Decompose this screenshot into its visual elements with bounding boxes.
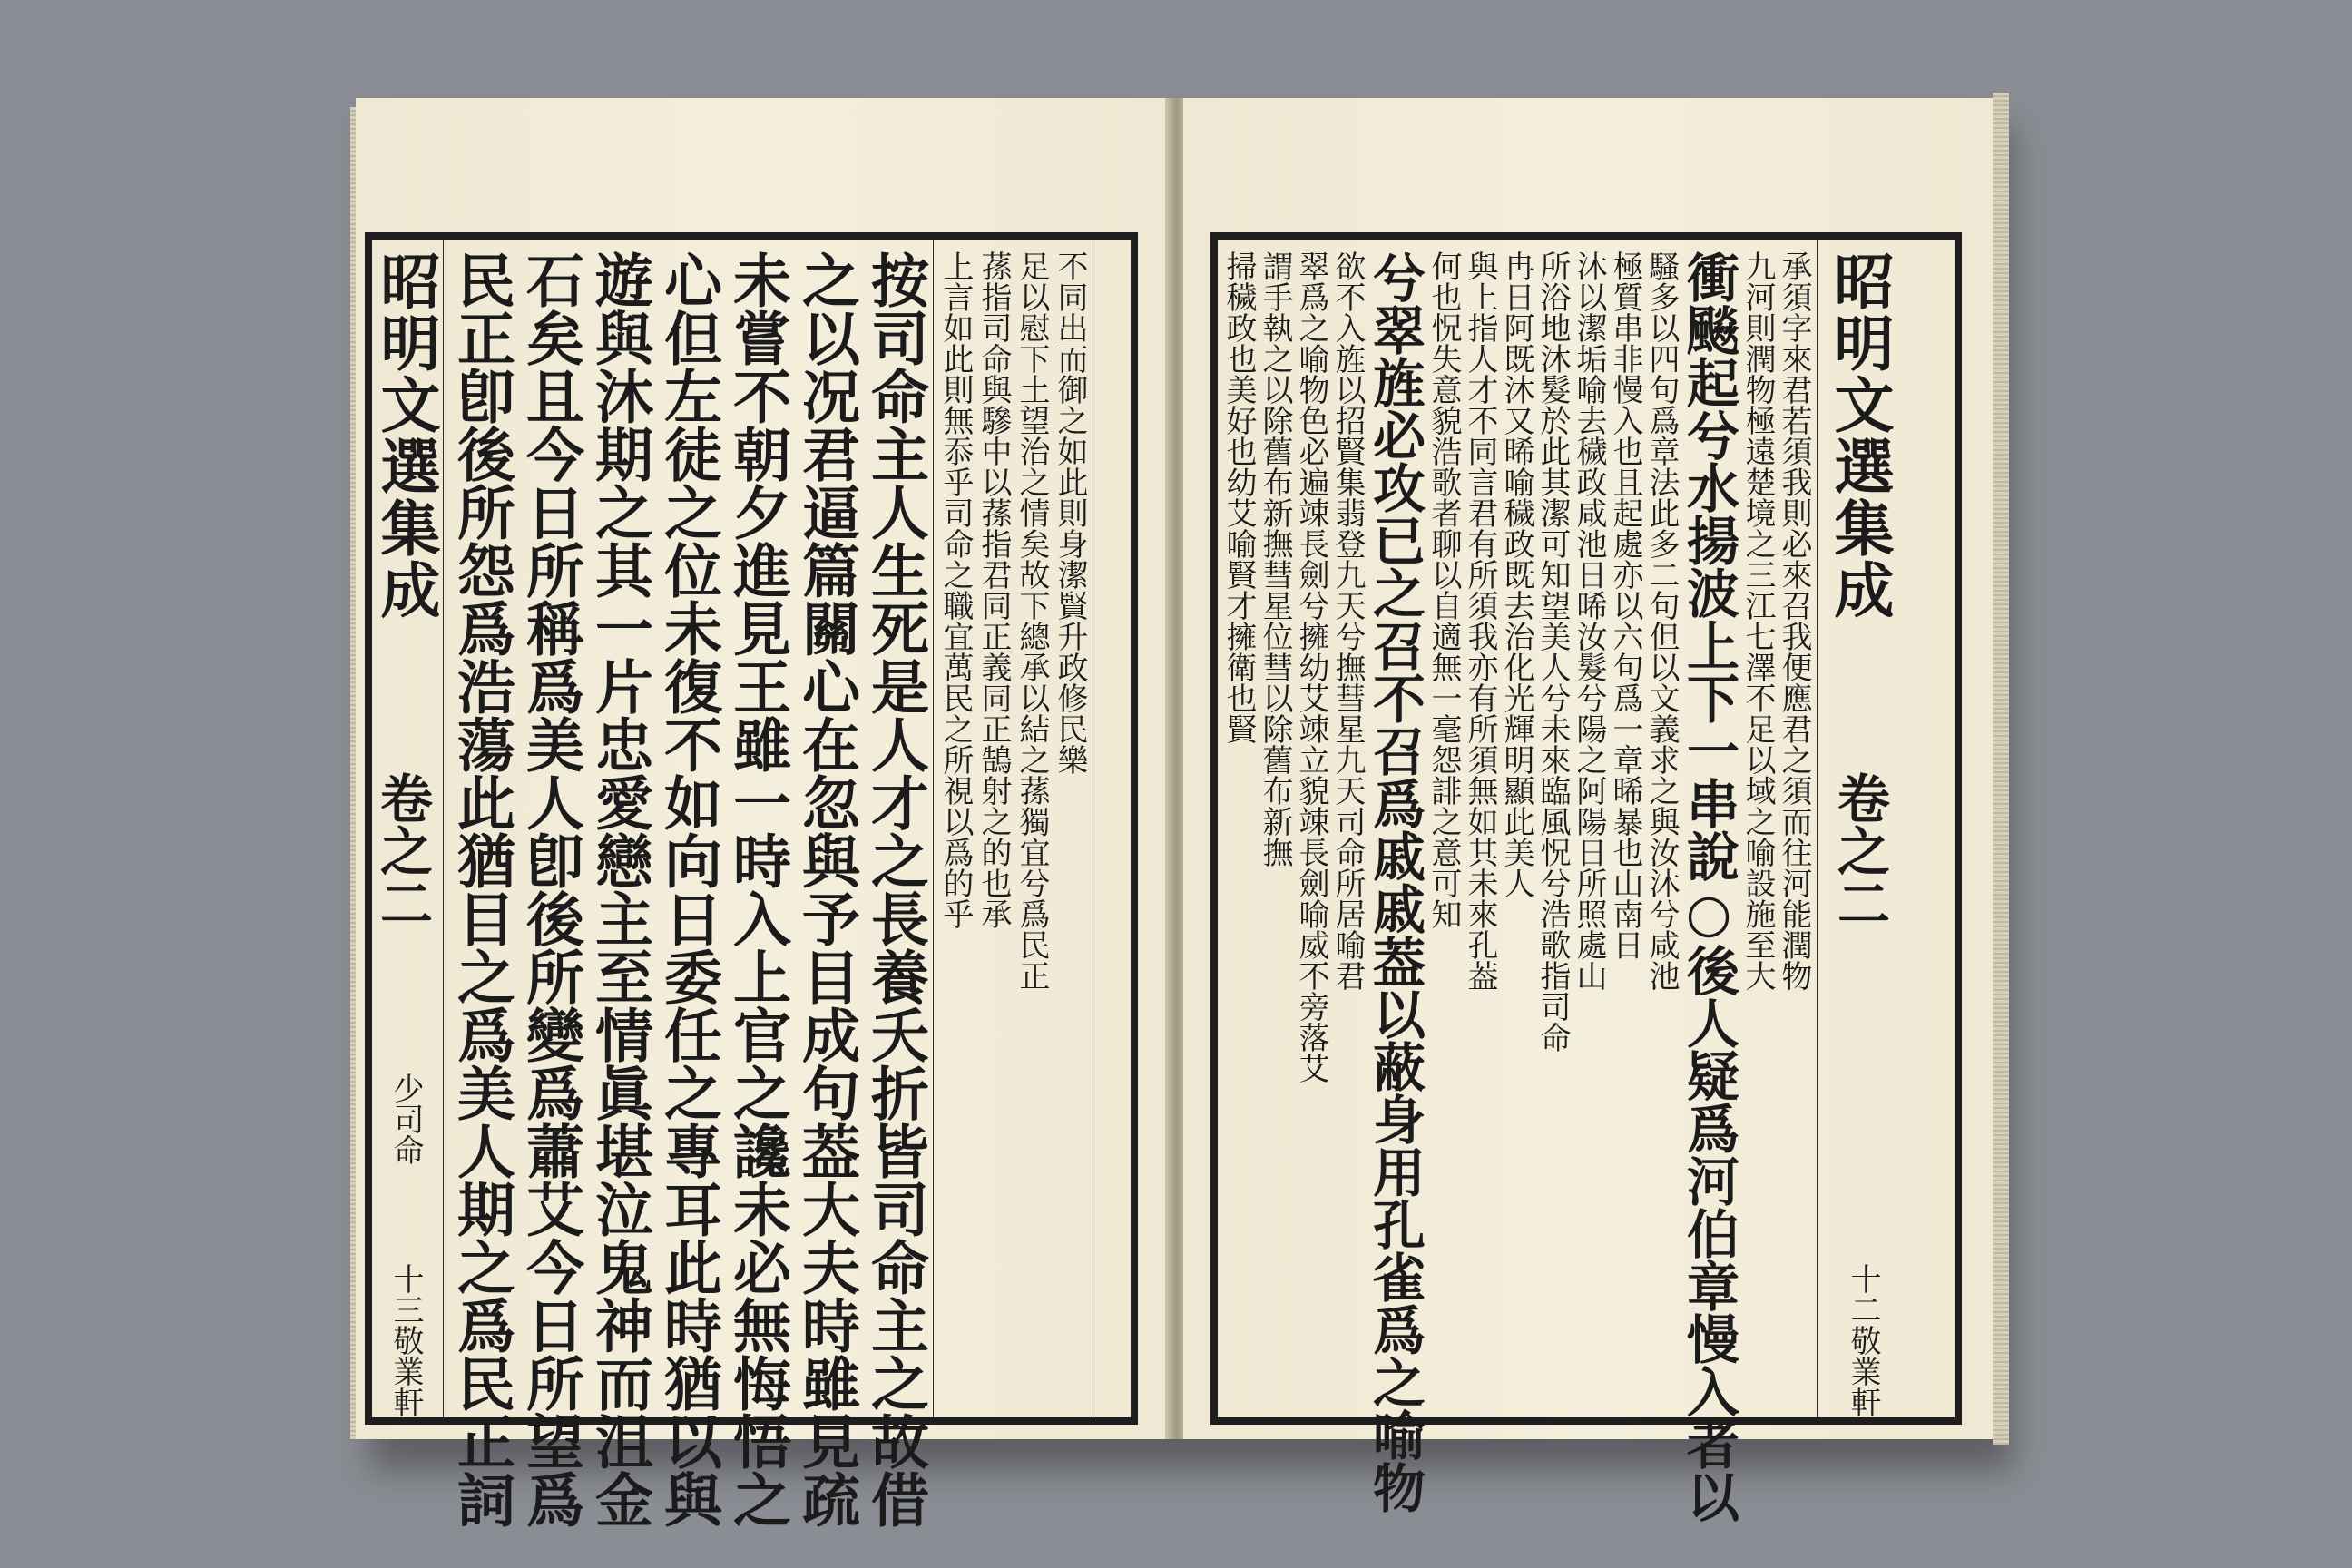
right-publisher: 敬業軒 xyxy=(1845,1325,1881,1417)
right-folio: 十二 xyxy=(1845,1263,1881,1325)
left-publisher: 敬業軒 xyxy=(387,1325,424,1417)
left-folio: 十三 xyxy=(387,1263,424,1325)
open-book xyxy=(356,98,2000,1528)
left-text-column: 民正卽後所怨爲浩蕩此猶目之爲美人期之爲民正詞 xyxy=(447,250,515,1528)
left-page-frame xyxy=(365,232,1138,1528)
right-text-column: 掃穢政也美好也幼艾喻賢才擁衛也賢 xyxy=(1220,250,1257,744)
left-text-column: 足以慰下土望治之情矣故下總承以結之蓀獨宜兮爲民正 xyxy=(1014,250,1050,991)
right-text-column: 九河則潤物極遠楚境之三江七澤不足以域之喻設施至大 xyxy=(1740,250,1776,991)
right-text-column: 沐以潔垢喻去穢政咸池日晞汝髮兮陽之阿陽日所照處山 xyxy=(1571,250,1607,991)
right-page-frame xyxy=(1210,232,1962,1523)
right-page xyxy=(1183,98,2000,1523)
left-title-rule xyxy=(443,238,444,1419)
right-chapter-label: 卷之二 xyxy=(1828,771,1890,929)
right-text-column: 兮翠旌必攻已之召不召爲戚戚葢以蔽身用孔雀爲之喻物 xyxy=(1364,250,1426,1514)
right-text-column: 騷多以四句爲章法此多二句但以文義求之與汝沐兮咸池 xyxy=(1643,250,1680,991)
left-text-column: 不同出而御之如此則身潔賢升政修民樂 xyxy=(1052,250,1088,775)
right-title-column: 昭明文選集成 xyxy=(1824,250,1895,621)
right-page-edges xyxy=(1993,93,2009,1445)
left-text-column: 未嘗不朝夕進見王雖一時入上官之讒未必無悔悟之 xyxy=(723,250,791,1528)
right-text-column: 冉日阿既沐又晞喻穢政既去治化光輝明顯此美人 xyxy=(1498,250,1534,898)
left-column-rule xyxy=(933,238,934,1419)
left-text-column: 遊與沐期之其一片忠愛戀主至情眞堪泣鬼神而沮金 xyxy=(585,250,653,1528)
left-text-column: 石矣且今日所稱爲美人卽後所變爲蕭艾今日所望爲 xyxy=(516,250,584,1528)
right-text-column: 極質串非慢入也且起處亦以六句爲一章晞暴也山南日 xyxy=(1607,250,1643,960)
left-text-column: 蓀指司命與驂中以蓀指君同正義同正鵠射之的也承 xyxy=(975,250,1012,929)
right-text-column: 衝飈起兮水揚波上下一串說○後人疑爲河伯章慢入者以 xyxy=(1678,250,1740,1523)
right-text-column: 與上指人才不同言君有所須我亦有所須無如其未來孔葢 xyxy=(1462,250,1498,991)
right-text-column: 所浴地沐髮於此其潔可知望美人兮未來臨風怳兮浩歌指司命 xyxy=(1534,250,1571,1053)
right-column-rule xyxy=(1817,238,1818,1419)
left-chapter-label: 卷之二 xyxy=(371,771,433,929)
left-text-column: 按司命主人生死是人才之長養夭折皆司命主之故借 xyxy=(861,250,929,1528)
left-page xyxy=(356,98,1171,1528)
right-text-column: 翠爲之喻物色必遍竦長劍兮擁幼艾竦立貌竦長劍喻威不旁落艾 xyxy=(1293,250,1329,1083)
left-text-column: 上言如此則無忝乎司命之職宜萬民之所視以爲的乎 xyxy=(937,250,974,929)
right-text-column: 承須字來君若須我則必來召我便應君之須而往河能潤物 xyxy=(1776,250,1812,991)
right-text-column: 謂手執之以除舊布新撫彗星位彗以除舊布新撫 xyxy=(1257,250,1293,867)
left-title-column: 昭明文選集成 xyxy=(370,250,441,621)
left-text-column: 心但左徒之位未復不如向日委任之專耳此時猶以與 xyxy=(654,250,722,1528)
left-section-label: 少司命 xyxy=(387,1073,424,1165)
left-text-column: 之以况君逼篇關心在忽與予目成句葢大夫時雖見疏 xyxy=(792,250,860,1528)
right-text-column: 欲不入旌以招賢集翡登九天兮撫彗星九天司命所居喻君 xyxy=(1329,250,1366,991)
right-text-column: 何也怳失意貌浩歌者聊以自適無一毫怨誹之意可知 xyxy=(1426,250,1462,929)
